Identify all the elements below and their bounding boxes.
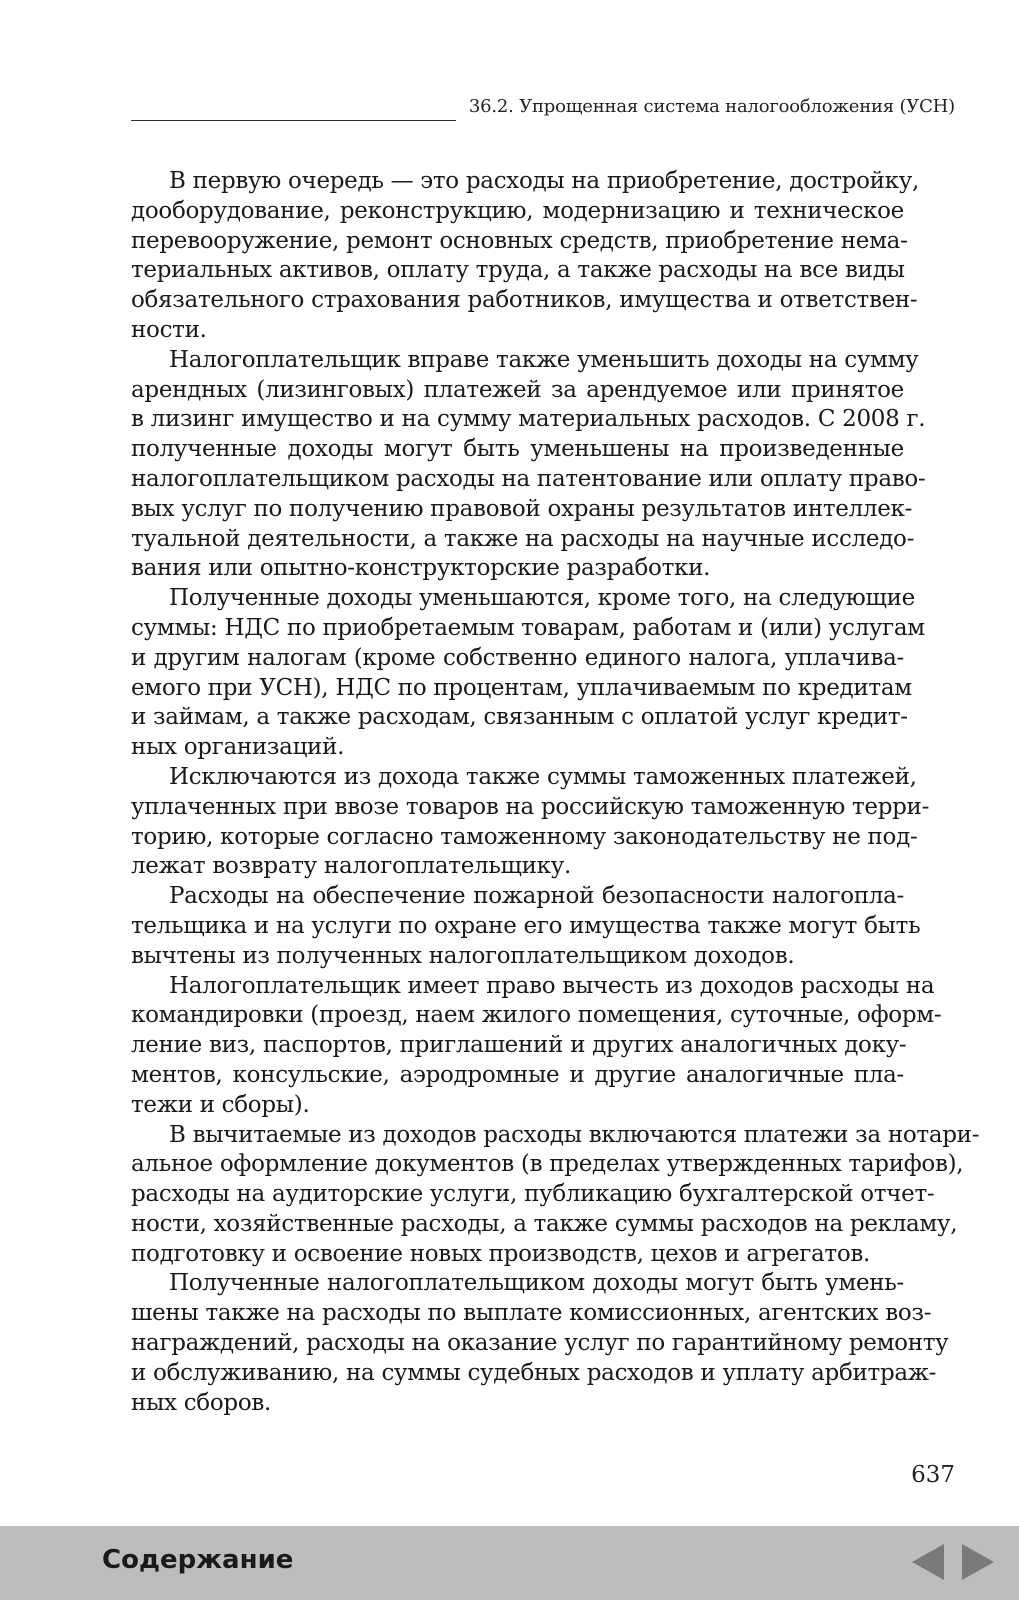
paragraph <box>131 763 930 882</box>
text-line: В вычитаемые из доходов расходы включаются платежи за нотари- <box>169 1121 980 1148</box>
triangle-left-icon <box>910 1542 946 1582</box>
text-line: ментов, консульские, аэродромные и другие аналогичные пла- <box>131 1061 904 1088</box>
prev-page-button[interactable] <box>910 1542 946 1582</box>
text-line: альное оформление документов (в пределах утвержденных тарифов), <box>131 1151 964 1178</box>
text-line: шены также на расходы по выплате комиссионных, агентских воз- <box>131 1300 932 1327</box>
text-line: ности, хозяйственные расходы, а также суммы расходов на рекламу, <box>131 1210 958 1237</box>
paragraph <box>131 1269 949 1418</box>
text-line: вычтены из полученных налогоплательщиком доходов. <box>131 942 795 969</box>
text-line: торию, которые согласно таможенному законодательству не под- <box>131 823 918 850</box>
text-line: арендных (лизинговых) платежей за арендуемое или принятое <box>131 376 904 403</box>
text-line: и займам, а также расходам, связанным с оплатой услуг кредит- <box>131 704 908 731</box>
text-line: емого при УСН), НДС по процентам, уплачиваемым по кредитам <box>131 674 912 701</box>
contents-link[interactable]: Содержание <box>102 1545 294 1575</box>
text-line: уплаченных при ввозе товаров на российскую таможенную терри- <box>131 793 930 820</box>
page-number: 637 <box>911 1462 955 1488</box>
text-line: Исключаются из дохода также суммы таможенных платежей, <box>169 763 917 790</box>
text-line: В первую очередь — это расходы на приобретение, достройку, <box>169 168 920 194</box>
text-line: в лизинг имущество и на сумму материальных расходов. С 2008 г. <box>131 406 926 433</box>
paragraph <box>131 584 925 763</box>
text-line: тежи и сборы). <box>131 1091 310 1118</box>
running-header <box>131 94 955 126</box>
text-line: Полученные доходы уменьшаются, кроме того, на следующие <box>169 585 915 612</box>
text-line: Расходы на обеспечение пожарной безопасности налогопла- <box>169 883 904 910</box>
text-line: перевооружение, ремонт основных средств, приобретение нема- <box>131 227 908 254</box>
text-line: дооборудование, реконструкцию, модернизацию и техническое <box>131 197 904 224</box>
body-text <box>131 167 980 1418</box>
paragraph <box>131 972 942 1121</box>
text-line: и обслуживанию, на суммы судебных расходов и уплату арбитраж- <box>131 1359 937 1386</box>
text-line: ление виз, паспортов, приглашений и других аналогичных доку- <box>131 1032 907 1059</box>
running-title: 36.2. Упрощенная система налогообложения (УСН) <box>468 96 955 117</box>
text-line: Полученные налогоплательщиком доходы могут быть умень- <box>169 1270 904 1297</box>
text-line: ных организаций. <box>131 734 345 761</box>
text-line: и другим налогам (кроме собственно единого налога, уплачива- <box>131 644 904 671</box>
text-line: туальной деятельности, а также на расходы на научные исследо- <box>131 525 915 552</box>
paragraph <box>131 167 920 346</box>
text-line: подготовку и освоение новых производств, цехов и агрегатов. <box>131 1240 871 1267</box>
text-line: командировки (проезд, наем жилого помещения, суточные, оформ- <box>131 1002 942 1029</box>
text-line: расходы на аудиторские услуги, публикацию бухгалтерской отчет- <box>131 1181 935 1208</box>
paragraph <box>131 1121 980 1270</box>
text-line: обязательного страхования работников, имущества и ответствен- <box>131 287 918 314</box>
triangle-right-icon <box>960 1542 996 1582</box>
navigation-bar <box>0 1526 1019 1600</box>
paragraph <box>131 882 921 971</box>
text-line: ности. <box>131 316 207 343</box>
text-line: лежат возврату налогоплательщику. <box>131 853 571 880</box>
text-line: налогоплательщиком расходы на патентование или оплату право- <box>131 465 926 492</box>
text-line: полученные доходы могут быть уменьшены на произведенные <box>131 436 904 463</box>
text-line: вания или опытно-конструкторские разработки. <box>131 555 711 582</box>
text-line: тельщика и на услуги по охране его имущества также могут быть <box>131 912 921 939</box>
text-line: ных сборов. <box>131 1389 272 1416</box>
text-line: вых услуг по получению правовой охраны результатов интеллек- <box>131 495 913 522</box>
text-line: награждений, расходы на оказание услуг по гарантийному ремонту <box>131 1330 949 1357</box>
next-page-button[interactable] <box>960 1542 996 1582</box>
text-line: териальных активов, оплату труда, а также расходы на все виды <box>131 257 905 284</box>
header-rule <box>131 120 456 121</box>
text-line: Налогоплательщик имеет право вычесть из доходов расходы на <box>169 972 935 999</box>
text-line: Налогоплательщик вправе также уменьшить доходы на сумму <box>169 346 919 373</box>
text-line: суммы: НДС по приобретаемым товарам, работам и (или) услугам <box>131 614 925 641</box>
paragraph <box>131 346 926 584</box>
